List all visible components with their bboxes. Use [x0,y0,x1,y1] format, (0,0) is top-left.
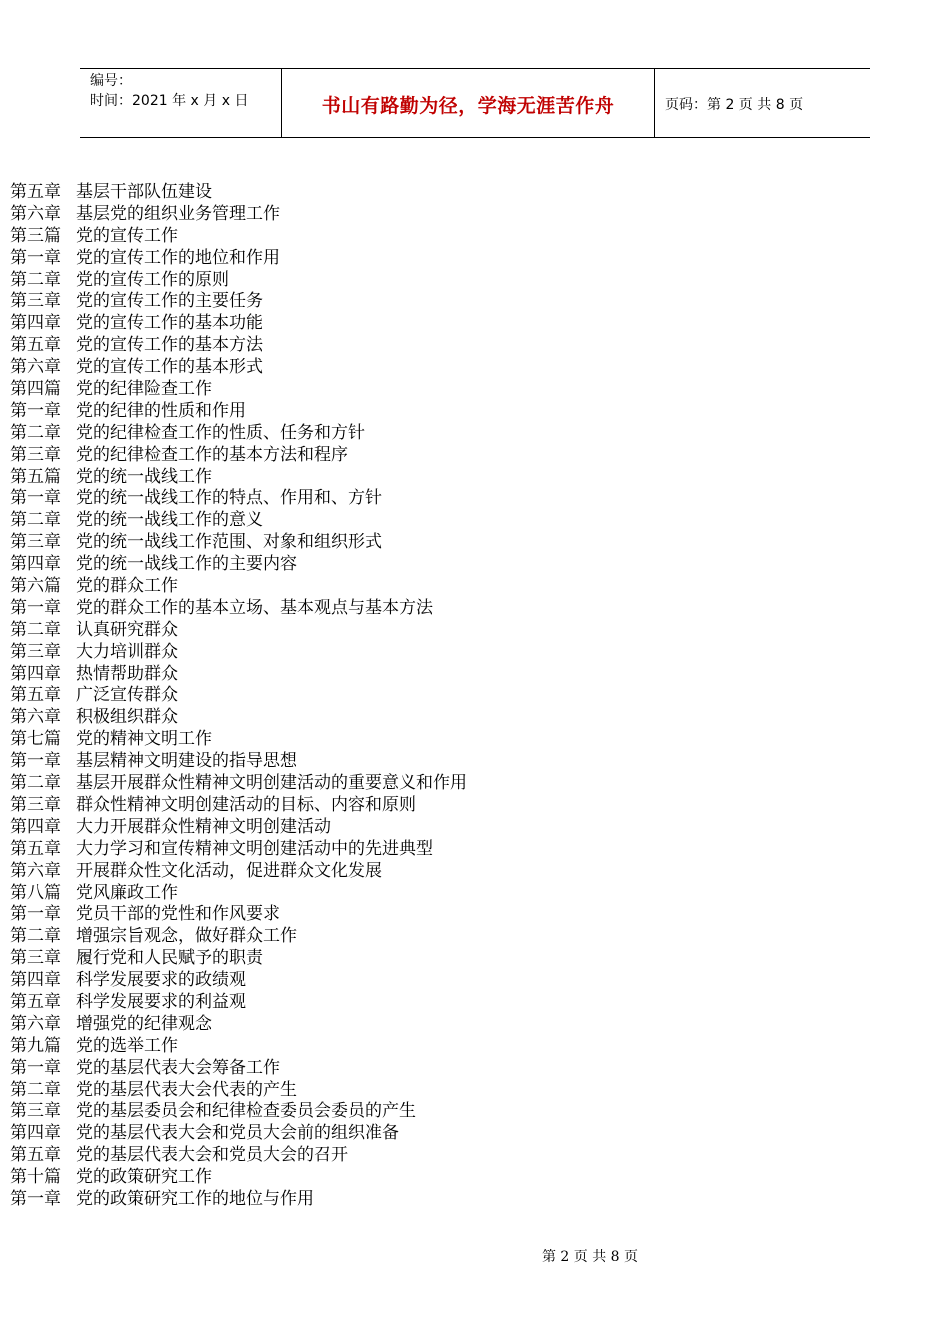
toc-entry [10,664,467,686]
toc-entry-number: 第二章 [10,926,61,947]
toc-entry-number: 第八篇 [10,882,61,903]
toc-entry-title: 党的宣传工作的基本形式 [76,357,263,378]
toc-entry-number: 第三章 [10,1101,61,1122]
toc-entry-number: 第五章 [10,838,61,859]
toc-entry-title: 党的纪律检查工作的性质、任务和方针 [76,422,365,443]
toc-entry-number: 第五章 [10,182,61,202]
toc-entry-number: 第三章 [10,444,61,465]
toc-entry-title: 党的宣传工作的地位和作用 [76,247,280,268]
toc-entry [10,992,467,1014]
toc-entry-number: 第五章 [10,991,61,1012]
toc-entry [10,423,467,445]
toc-entry [10,204,467,226]
toc-entry-title: 基层干部队伍建设 [76,182,212,202]
toc-entry-number: 第一章 [10,488,61,509]
toc-entry-title: 党的宣传工作 [76,225,178,246]
toc-entry [10,445,467,467]
toc-entry-title: 党的统一战线工作的意义 [76,510,263,531]
toc-entry [10,598,467,620]
toc-entry-number: 第三章 [10,948,61,969]
toc-entry [10,379,467,401]
toc-entry [10,488,467,510]
toc-entry-number: 第六章 [10,860,61,881]
toc-entry-number: 第二章 [10,422,61,443]
toc-entry [10,1145,467,1167]
document-date: 时间：2021 年 x 月 x 日 [90,93,249,109]
toc-entry [10,1123,467,1145]
toc-entry [10,1080,467,1102]
toc-entry-title: 履行党和人民赋予的职责 [76,948,263,969]
toc-entry-number: 第六篇 [10,576,61,597]
toc-entry-number: 第四章 [10,816,61,837]
toc-entry-title: 党的统一战线工作的特点、作用和、方针 [76,488,382,509]
toc-entry [10,620,467,642]
toc-entry-title: 党的统一战线工作 [76,466,212,487]
toc-entry [10,1189,467,1211]
toc-entry-title: 基层开展群众性精神文明创建活动的重要意义和作用 [76,773,467,794]
toc-entry-title: 大力开展群众性精神文明创建活动 [76,816,331,837]
toc-entry-title: 积极组织群众 [76,707,178,728]
toc-entry-number: 第二章 [10,510,61,531]
toc-entry-title: 科学发展要求的政绩观 [76,970,246,991]
toc-entry [10,576,467,598]
toc-entry [10,532,467,554]
toc-entry-title: 党的宣传工作的原则 [76,269,229,290]
toc-entry-title: 开展群众性文化活动，促进群众文化发展 [76,860,382,881]
toc-entry-number: 第四章 [10,970,61,991]
toc-entry [10,401,467,423]
toc-entry-number: 第四章 [10,1123,61,1144]
toc-entry [10,751,467,773]
toc-entry-title: 党员干部的党性和作风要求 [76,904,280,925]
toc-entry-title: 党的选举工作 [76,1035,178,1056]
toc-entry-number: 第三章 [10,794,61,815]
page-header [80,68,870,138]
toc-entry-number: 第一章 [10,597,61,618]
document-number: 编号： [90,73,132,89]
toc-entry [10,883,467,905]
toc-entry-title: 增强党的纪律观念 [76,1013,212,1034]
toc-entry-title: 党的群众工作 [76,576,178,597]
toc-entry-number: 第五章 [10,685,61,706]
toc-entry-title: 大力培训群众 [76,641,178,662]
toc-entry-title: 党风廉政工作 [76,882,178,903]
toc-entry [10,270,467,292]
toc-entry [10,839,467,861]
toc-entry-number: 第六章 [10,707,61,728]
toc-entry-number: 第一章 [10,1188,61,1209]
toc-entry [10,926,467,948]
toc-entry-number: 第一章 [10,247,61,268]
toc-entry [10,685,467,707]
toc-entry [10,291,467,313]
toc-entry-title: 大力学习和宣传精神文明创建活动中的先进典型 [76,838,433,859]
toc-entry-title: 认真研究群众 [76,619,178,640]
toc-entry [10,970,467,992]
toc-entry [10,729,467,751]
toc-entry-number: 第五章 [10,335,61,356]
toc-entry-title: 党的统一战线工作范围、对象和组织形式 [76,532,382,553]
page-footer [0,1246,950,1266]
footer-page-number: 第 2 页 共 8 页 [541,1249,639,1265]
toc-entry-title: 党的群众工作的基本立场、基本观点与基本方法 [76,597,433,618]
toc-entry [10,1167,467,1189]
toc-entry-title: 基层精神文明建设的指导思想 [76,751,297,772]
table-of-contents [10,182,467,1211]
header-page-cell [655,69,870,137]
motto: 书山有路勤为径，学海无涯苦作舟 [321,95,615,117]
toc-entry-number: 第四章 [10,313,61,334]
toc-entry [10,510,467,532]
toc-entry-number: 第一章 [10,904,61,925]
toc-entry-number: 第九篇 [10,1035,61,1056]
toc-entry-title: 党的基层代表大会代表的产生 [76,1079,297,1100]
toc-entry [10,773,467,795]
toc-entry [10,707,467,729]
toc-entry [10,904,467,926]
toc-entry-number: 第三篇 [10,225,61,246]
toc-entry-title: 党的精神文明工作 [76,729,212,750]
toc-entry-number: 第五篇 [10,466,61,487]
toc-entry-number: 第四篇 [10,379,61,400]
header-page-info: 页码：第 2 页 共 8 页 [665,97,804,113]
toc-entry-number: 第一章 [10,400,61,421]
toc-entry-number: 第四章 [10,663,61,684]
toc-entry-title: 党的基层委员会和纪律检查委员会委员的产生 [76,1101,416,1122]
toc-entry-title: 党的基层代表大会和党员大会前的组织准备 [76,1123,399,1144]
toc-entry-number: 第一章 [10,751,61,772]
toc-entry [10,642,467,664]
toc-entry [10,1036,467,1058]
toc-entry [10,1058,467,1080]
toc-entry-title: 党的纪律险查工作 [76,379,212,400]
toc-entry-title: 科学发展要求的利益观 [76,991,246,1012]
toc-entry [10,248,467,270]
toc-entry [10,948,467,970]
toc-entry-number: 第二章 [10,269,61,290]
toc-entry-number: 第三章 [10,291,61,312]
toc-entry-title: 党的政策研究工作的地位与作用 [76,1188,314,1209]
toc-entry-number: 第七篇 [10,729,61,750]
toc-entry-title: 党的宣传工作的主要任务 [76,291,263,312]
toc-entry-title: 党的纪律的性质和作用 [76,400,246,421]
toc-entry-title: 党的基层代表大会和党员大会的召开 [76,1145,348,1166]
toc-entry-title: 党的宣传工作的基本方法 [76,335,263,356]
header-motto-cell [282,69,655,137]
toc-entry-title: 广泛宣传群众 [76,685,178,706]
toc-entry [10,313,467,335]
toc-entry-title: 党的政策研究工作 [76,1167,212,1188]
toc-entry-title: 增强宗旨观念，做好群众工作 [76,926,297,947]
toc-entry-number: 第二章 [10,1079,61,1100]
toc-entry [10,182,467,204]
toc-entry-number: 第一章 [10,1057,61,1078]
toc-entry [10,226,467,248]
toc-entry [10,554,467,576]
toc-entry-title: 群众性精神文明创建活动的目标、内容和原则 [76,794,416,815]
toc-entry-number: 第六章 [10,1013,61,1034]
toc-entry-title: 党的宣传工作的基本功能 [76,313,263,334]
toc-entry-title: 党的纪律检查工作的基本方法和程序 [76,444,348,465]
toc-entry [10,817,467,839]
toc-entry-title: 热情帮助群众 [76,663,178,684]
toc-entry-title: 党的统一战线工作的主要内容 [76,554,297,575]
toc-entry [10,861,467,883]
toc-entry [10,467,467,489]
toc-entry-title: 基层党的组织业务管理工作 [76,203,280,224]
toc-entry-number: 第十篇 [10,1167,61,1188]
toc-entry-number: 第二章 [10,619,61,640]
header-meta-cell [80,69,282,137]
toc-entry [10,357,467,379]
toc-entry-number: 第四章 [10,554,61,575]
toc-entry-number: 第六章 [10,203,61,224]
toc-entry-number: 第六章 [10,357,61,378]
toc-entry-number: 第二章 [10,773,61,794]
toc-entry [10,335,467,357]
toc-entry-number: 第五章 [10,1145,61,1166]
toc-entry-title: 党的基层代表大会筹备工作 [76,1057,280,1078]
toc-entry [10,1101,467,1123]
toc-entry-number: 第三章 [10,641,61,662]
toc-entry-number: 第三章 [10,532,61,553]
toc-entry [10,795,467,817]
toc-entry [10,1014,467,1036]
